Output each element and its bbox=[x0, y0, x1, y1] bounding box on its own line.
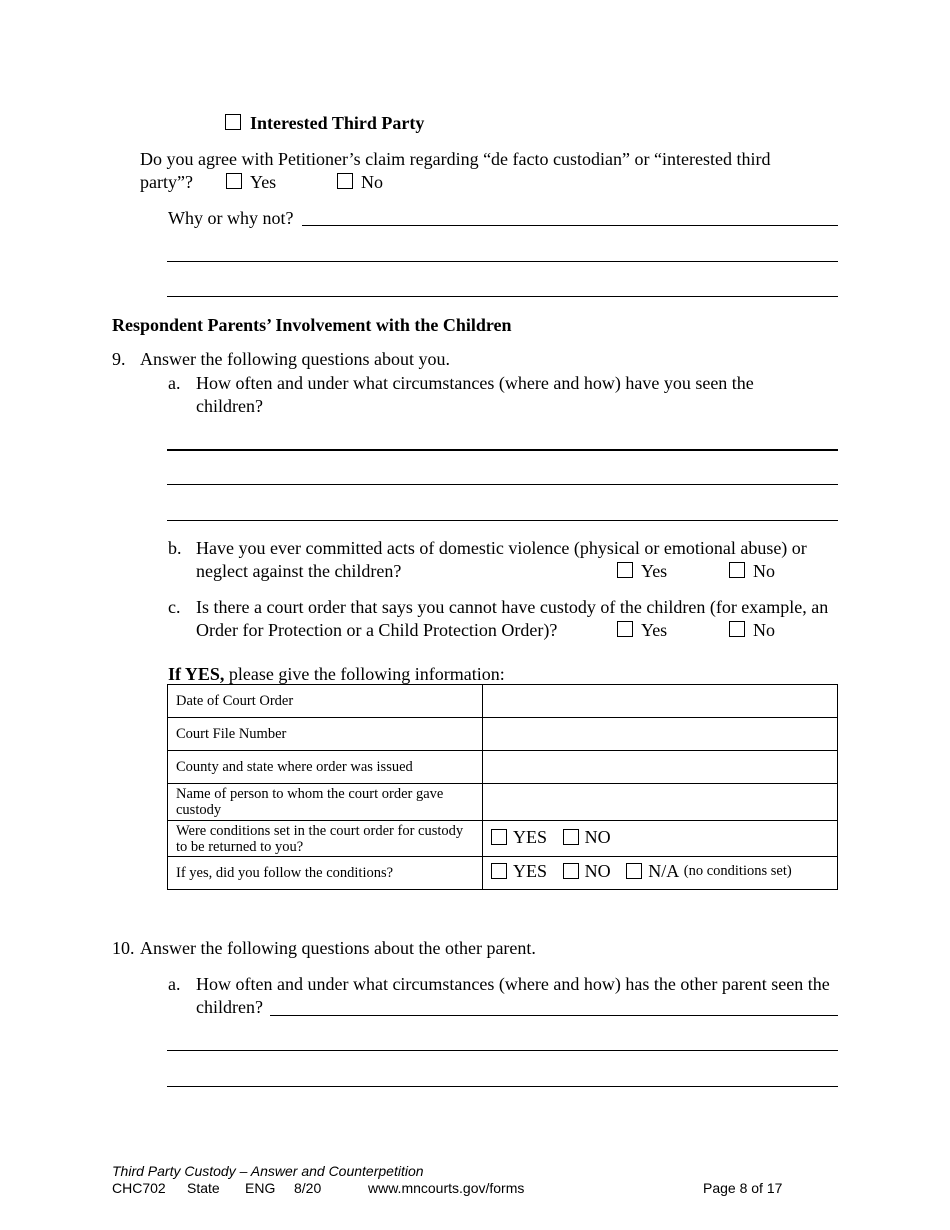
q9a-line1: How often and under what circumstances (where and how) have you seen the bbox=[196, 373, 754, 393]
county-state-field[interactable] bbox=[483, 751, 838, 784]
q9a-answer-line-2[interactable] bbox=[167, 484, 838, 485]
followed-yes-label: YES bbox=[513, 861, 548, 881]
footer-title: Third Party Custody – Answer and Counterpetition bbox=[112, 1163, 424, 1179]
q9b-yes-label: Yes bbox=[641, 561, 668, 581]
q9a-line2: children? bbox=[196, 396, 263, 416]
q9c-yes-label: Yes bbox=[641, 620, 668, 640]
table-row bbox=[168, 718, 838, 751]
q9-number: 9. bbox=[112, 349, 126, 369]
custody-person-field[interactable] bbox=[483, 784, 838, 821]
court-order-table bbox=[167, 684, 838, 890]
q10a-line2: children? bbox=[196, 997, 263, 1017]
table-row bbox=[168, 751, 838, 784]
followed-na-note: (no conditions set) bbox=[683, 863, 792, 879]
followed-na-option[interactable] bbox=[626, 863, 791, 879]
footer-lang: ENG bbox=[245, 1180, 276, 1196]
q9b-line1: Have you ever committed acts of domestic violence (physical or emotional abuse) or bbox=[196, 538, 807, 558]
table-row bbox=[168, 685, 838, 718]
footer-date: 8/20 bbox=[294, 1180, 322, 1196]
interested-third-party-checkbox[interactable] bbox=[225, 114, 241, 130]
q9a-answer-line-3[interactable] bbox=[167, 520, 838, 521]
why-answer-line-1[interactable] bbox=[302, 225, 838, 226]
row-label-file-number: Court File Number bbox=[168, 718, 483, 751]
if-yes-rest: please give the following information: bbox=[224, 664, 505, 684]
q10a-answer-line-3[interactable] bbox=[167, 1086, 838, 1087]
q9a-letter: a. bbox=[168, 373, 181, 393]
table-row bbox=[168, 821, 838, 857]
row-label-date: Date of Court Order bbox=[168, 685, 483, 718]
q9b-line2: neglect against the children? bbox=[196, 561, 402, 581]
if-yes-instructions bbox=[168, 663, 505, 685]
court-file-number-field[interactable] bbox=[483, 718, 838, 751]
footer-url[interactable]: www.mncourts.gov/forms bbox=[368, 1180, 525, 1196]
section-heading: Respondent Parents’ Involvement with the Children bbox=[112, 315, 512, 335]
followed-no-option[interactable] bbox=[563, 863, 611, 879]
q9b-no-label: No bbox=[753, 561, 775, 581]
row-label-followed-conditions: If yes, did you follow the conditions? bbox=[168, 857, 483, 890]
followed-na-label: N/A bbox=[648, 861, 680, 881]
q10-text: Answer the following questions about the other parent. bbox=[140, 938, 536, 958]
why-answer-line-2[interactable] bbox=[167, 261, 838, 262]
q9c-line2: Order for Protection or a Child Protection Order)? bbox=[196, 620, 558, 640]
conditions-yes-label: YES bbox=[513, 826, 548, 847]
q9c-no-label: No bbox=[753, 620, 775, 640]
followed-no-label: NO bbox=[584, 861, 611, 881]
why-answer-line-3[interactable] bbox=[167, 296, 838, 297]
agree-yes-label: Yes bbox=[250, 172, 277, 192]
agree-yes-checkbox[interactable] bbox=[226, 173, 242, 189]
conditions-set-options bbox=[483, 821, 838, 857]
footer-code: CHC702 bbox=[112, 1180, 166, 1196]
table-row bbox=[168, 784, 838, 821]
q9c-line1: Is there a court order that says you cannot have custody of the children (for example, an bbox=[196, 597, 829, 617]
row-label-conditions-set: Were conditions set in the court order for custody to be returned to you? bbox=[168, 821, 483, 857]
q10a-line1: How often and under what circumstances (where and how) has the other parent seen the bbox=[196, 974, 830, 994]
followed-na-checkbox[interactable] bbox=[626, 863, 642, 879]
footer-state: State bbox=[187, 1180, 220, 1196]
q9-text: Answer the following questions about you. bbox=[140, 349, 450, 369]
q9b-letter: b. bbox=[168, 538, 182, 558]
why-label: Why or why not? bbox=[168, 208, 294, 228]
if-yes-bold: If YES, bbox=[168, 664, 225, 684]
q9b-no-checkbox[interactable] bbox=[729, 562, 745, 578]
followed-conditions-options bbox=[483, 857, 838, 890]
agree-question-line1: Do you agree with Petitioner’s claim regarding “de facto custodian” or “interested third bbox=[140, 149, 771, 169]
footer-page-number: Page 8 of 17 bbox=[703, 1180, 783, 1196]
interested-third-party-label: Interested Third Party bbox=[250, 113, 425, 133]
q9c-no-checkbox[interactable] bbox=[729, 621, 745, 637]
q9a-answer-line-1[interactable] bbox=[167, 449, 838, 451]
q10a-letter: a. bbox=[168, 974, 181, 994]
table-row bbox=[168, 857, 838, 890]
followed-yes-option[interactable] bbox=[491, 863, 547, 879]
conditions-no-checkbox[interactable] bbox=[563, 829, 579, 845]
followed-yes-checkbox[interactable] bbox=[491, 863, 507, 879]
agree-no-label: No bbox=[361, 172, 383, 192]
q10-number: 10. bbox=[112, 938, 135, 958]
row-label-county-state: County and state where order was issued bbox=[168, 751, 483, 784]
q10a-answer-line-1[interactable] bbox=[270, 1015, 838, 1016]
conditions-yes-checkbox[interactable] bbox=[491, 829, 507, 845]
conditions-no-label: NO bbox=[584, 826, 611, 847]
conditions-yes-option[interactable] bbox=[491, 826, 548, 847]
agree-question-line2: party”? bbox=[140, 172, 193, 192]
q10a-answer-line-2[interactable] bbox=[167, 1050, 838, 1051]
agree-no-checkbox[interactable] bbox=[337, 173, 353, 189]
date-of-court-order-field[interactable] bbox=[483, 685, 838, 718]
q9b-yes-checkbox[interactable] bbox=[617, 562, 633, 578]
row-label-custody-person: Name of person to whom the court order gave custody bbox=[168, 784, 483, 821]
q9c-letter: c. bbox=[168, 597, 181, 617]
q9c-yes-checkbox[interactable] bbox=[617, 621, 633, 637]
conditions-no-option[interactable] bbox=[563, 826, 611, 847]
followed-no-checkbox[interactable] bbox=[563, 863, 579, 879]
